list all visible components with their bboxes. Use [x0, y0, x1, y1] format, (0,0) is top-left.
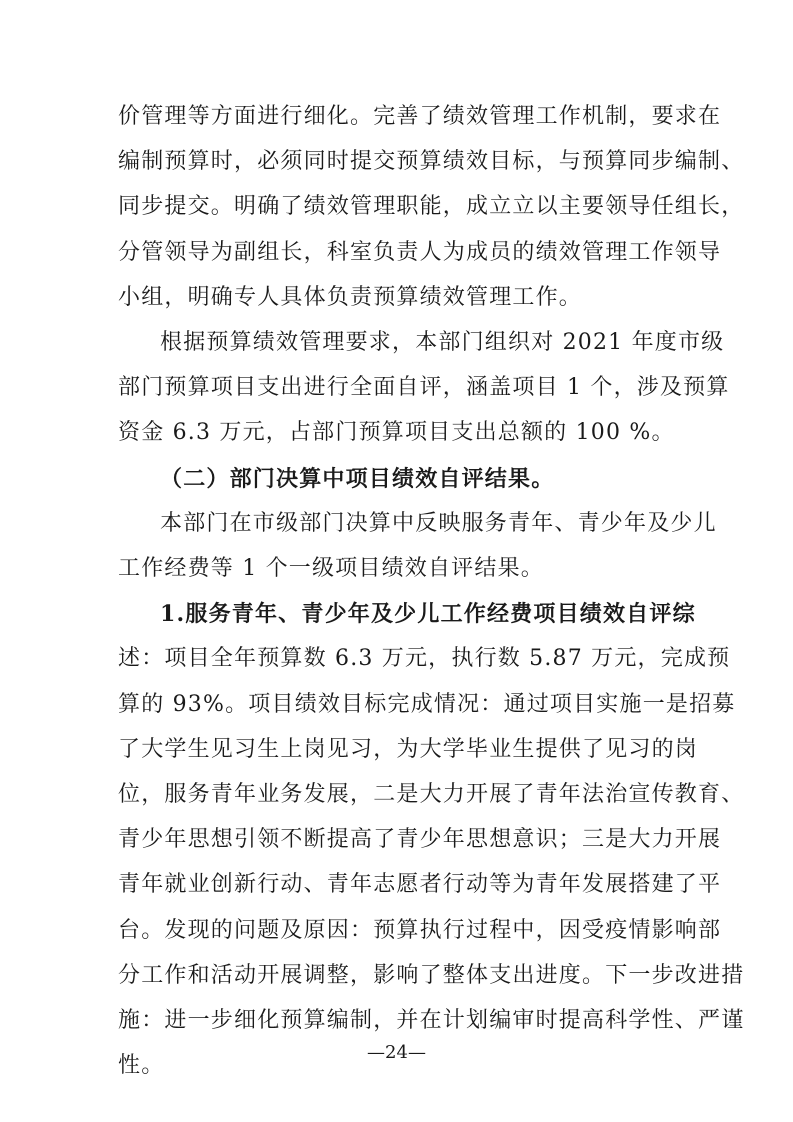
section-heading: （二）部门决算中项目绩效自评结果。 — [160, 466, 555, 492]
body-line: 小组，明确专人具体负责预算绩效管理工作。 — [118, 285, 583, 310]
body-line: 编制预算时，必须同时提交预算绩效目标，与预算同步编制、 — [118, 149, 745, 174]
body-line: 台。发现的问题及原因：预算执行过程中，因受疫情影响部 — [118, 918, 722, 943]
body-line: 部门预算项目支出进行全面自评，涵盖项目 1 个，涉及预算 — [118, 375, 730, 400]
body-line: 分管领导为副组长，科室负责人为成员的绩效管理工作领导 — [118, 240, 722, 265]
body-line: 述：项目全年预算数 6.3 万元，执行数 5.87 万元，完成预 — [118, 646, 731, 671]
body-line: 价管理等方面进行细化。完善了绩效管理工作机制，要求在 — [118, 104, 722, 129]
body-line: 青年就业创新行动、青年志愿者行动等为青年发展搭建了平 — [118, 872, 722, 897]
body-line: 工作经费等 1 个一级项目绩效自评结果。 — [118, 556, 544, 581]
body-line: 青少年思想引领不断提高了青少年思想意识；三是大力开展 — [118, 827, 722, 852]
body-line: 了大学生见习生上岗见习，为大学毕业生提供了见习的岗 — [118, 737, 699, 762]
body-line: 分工作和活动开展调整，影响了整体支出进度。下一步改进措 — [118, 963, 745, 988]
page-number: —24— — [367, 1042, 426, 1063]
body-line: 根据预算绩效管理要求，本部门组织对 2021 年度市级 — [160, 330, 725, 355]
body-line: 同步提交。明确了绩效管理职能，成立立以主要领导任组长， — [118, 194, 745, 219]
body-line: 资金 6.3 万元，占部门预算项目支出总额的 100 %。 — [118, 420, 675, 445]
item-lead-line: 1.服务青年、青少年及少儿工作经费项目绩效自评综 — [160, 601, 696, 627]
body-line: 施：进一步细化预算编制，并在计划编审时提高科学性、严谨 — [118, 1008, 745, 1033]
body-line: 性。 — [118, 1053, 165, 1078]
body-line: 算的 93%。项目绩效目标完成情况：通过项目实施一是招募 — [118, 692, 736, 717]
body-line: 位，服务青年业务发展，二是大力开展了青年法治宣传教育、 — [118, 782, 745, 807]
body-line: 本部门在市级部门决算中反映服务青年、青少年及少儿 — [160, 511, 717, 536]
